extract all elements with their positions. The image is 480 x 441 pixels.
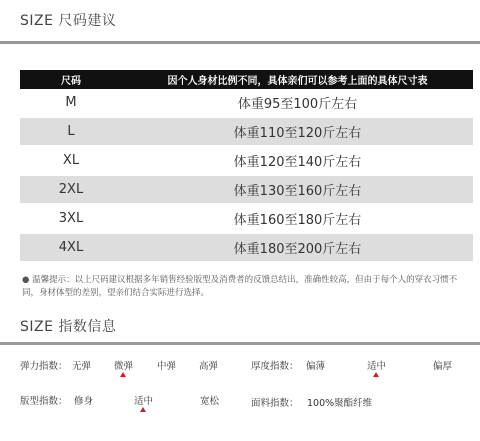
weight-cell: 体重130至160斤左右 — [122, 175, 473, 204]
thickness-option: 偏厚 — [433, 361, 453, 372]
thickness-label: 厚度指数： — [251, 361, 299, 372]
weight-cell: 体重160至180斤左右 — [122, 204, 473, 233]
weight-cell: 体重110至120斤左右 — [122, 117, 473, 146]
selected-marker-icon — [140, 407, 146, 412]
index-info-title: SIZE 指数信息 — [20, 319, 117, 335]
weight-cell: 体重95至100斤左右 — [122, 89, 473, 117]
fit-label: 版型指数： — [20, 396, 68, 407]
tip-note: ● 温馨提示：以上尺码建议根据多年销售经验版型及消费者的反馈总结出，准确性较高，但由于每个人的穿衣习惯不同，身材体型的差别，望亲们结合实际进行选择。 — [22, 275, 458, 298]
table-row — [20, 146, 473, 175]
fabric-label: 面料指数： — [251, 398, 299, 409]
selected-marker-icon — [373, 372, 379, 377]
header-note: 因个人身材比例不同，具体亲们可以参考上面的具体尺寸表 — [122, 70, 473, 89]
size-cell: 3XL — [20, 204, 122, 233]
fabric-value: 100%聚酯纤维 — [307, 398, 373, 409]
table-row — [20, 89, 473, 117]
size-cell: 4XL — [20, 233, 122, 262]
size-table — [20, 70, 473, 263]
fit-option-selected: 适中 — [134, 396, 154, 407]
table-row — [20, 204, 473, 233]
table-row — [20, 117, 473, 146]
divider — [0, 41, 480, 44]
elasticity-option: 高弹 — [199, 361, 219, 372]
table-row — [20, 233, 473, 262]
divider — [0, 342, 480, 345]
weight-cell: 体重120至140斤左右 — [122, 146, 473, 175]
size-cell: L — [20, 117, 122, 146]
selected-marker-icon — [120, 372, 126, 377]
fit-option: 修身 — [74, 396, 94, 407]
thickness-option-selected: 适中 — [367, 361, 387, 372]
elasticity-option: 无弹 — [72, 361, 92, 372]
weight-cell: 体重180至200斤左右 — [122, 233, 473, 262]
size-cell: 2XL — [20, 175, 122, 204]
size-cell: M — [20, 89, 122, 117]
table-row — [20, 175, 473, 204]
size-advice-title: SIZE 尺码建议 — [20, 13, 117, 29]
header-size: 尺码 — [20, 70, 122, 89]
table-header-row — [20, 70, 473, 89]
fit-option: 宽松 — [200, 396, 220, 407]
elasticity-label: 弹力指数： — [20, 361, 68, 372]
elasticity-option-selected: 微弹 — [114, 361, 134, 372]
size-cell: XL — [20, 146, 122, 175]
elasticity-option: 中弹 — [157, 361, 177, 372]
thickness-option: 偏薄 — [306, 361, 326, 372]
